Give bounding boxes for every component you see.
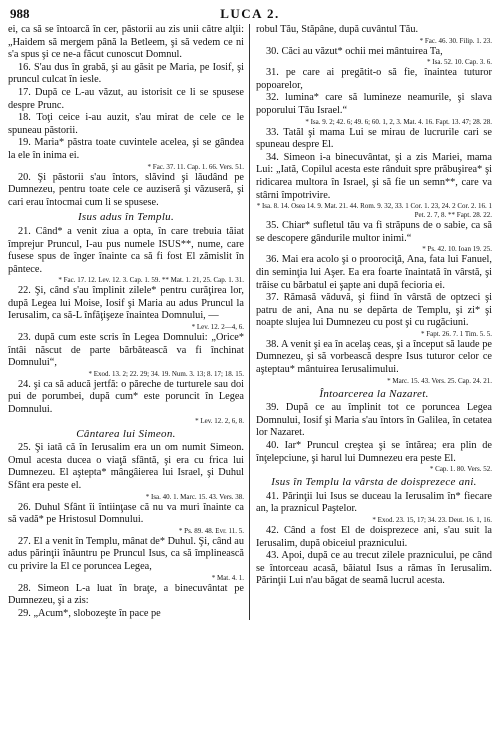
verse-paragraph: 33. Tatăl şi mama Lui se mirau de lucrurile cari se spuneau despre El. [256, 126, 492, 151]
cross-reference: * Lev. 12. 2—4, 6. [191, 323, 244, 332]
section-heading: Isus în Templu la vârsta de doisprezece ani. [271, 476, 477, 489]
cross-reference: * Ps. 42. 10. Ioan 19. 25. [422, 245, 492, 254]
cross-reference: * Ps. 89. 48. Evr. 11. 5. [178, 526, 244, 535]
cross-reference: * Marc. 15. 43. Vers. 25. Cap. 24. 21. [387, 376, 492, 385]
verse-paragraph: 40. Iar* Pruncul creştea şi se întărea; era plin de înţelepciune, şi harul lui Dumnezeu era peste El. [256, 440, 492, 464]
verse-paragraph: 29. „Acum*, slobozeşte în pace pe [18, 607, 161, 619]
verse-paragraph: 36. Mai era acolo şi o proorociţă, Ana, fata lui Fanuel, din seminţia lui Aşer. Ea era foarte înaintată în vârstă, şi trăise cu bărbatul ei şapte ani după fecioria ei. [256, 254, 492, 291]
section-heading: Isus adus în Templu. [77, 211, 175, 224]
verse-paragraph: 27. El a venit în Templu, mânat de* Duhul. Şi, când au adus părinţii înăuntru pe Pruncul Isus, ca să împlinească cu privire la El ce poruncea Legea, [8, 535, 244, 572]
verse-paragraph: 24. şi ca să aducă jertfă: o păreche de turturele sau doi pui de porumbei, după cum* este poruncit în Legea Domnului. [8, 378, 244, 416]
cross-reference: * Exod. 23. 15, 17; 34. 23. Deut. 16. 1, 16. [372, 516, 492, 524]
verse-paragraph: 25. Şi iată că în Ierusalim era un om numit Simeon. Omul acesta ducea o viaţă sfântă, şi era cu frica lui Dumnezeu. El aştepta* mângâierea lui Israel, şi Duhul Sfânt era peste el. [8, 442, 244, 491]
verse-paragraph: 37. Rămasă văduvă, şi fiind în vârstă de optzeci şi patru de ani, Ana nu se depărta de Templu, şi zi* şi noapte slujea lui Dumnezeu cu post şi cu rugăciuni. [256, 292, 492, 329]
verse-paragraph: 32. lumina* care să lumineze neamurile, şi slava poporului Tău Israel.“ [256, 92, 492, 116]
verse-paragraph: ei, ca să se întoarcă în cer, păstorii au zis unii către alţii: „Haidem să mergem până la Betleem, şi să vedem ce ni s'a spus şi ce ne-a făcut cunoscut Domnul. [8, 24, 244, 61]
section-heading: Întoarcerea la Nazaret. [319, 387, 429, 400]
cross-reference: * Lev. 12. 2, 6, 8. [195, 416, 244, 425]
cross-reference: * Isa. 8. 14. Osea 14. 9. Mat. 21. 44. Rom. 9. 32, 33. 1 Cor. 1. 23, 24. 2 Cor. 2. 16. 1 Pet. 2. 7, 8. ** Fapt. 28. 22. [256, 202, 492, 220]
cross-reference: * Fac. 46. 30. Filip. 1. 23. [419, 36, 492, 45]
section-heading: Cântarea lui Simeon. [76, 427, 176, 440]
cross-reference: * Isa. 52. 10. Cap. 3. 6. [427, 58, 492, 67]
verse-paragraph: 34. Simeon i-a binecuvântat, şi a zis Mariei, mama Lui: „Iată, Copilul acesta este rânduit spre prăbuşirea* şi ridicarea multora în Israel, şi să fie un semn**, care va stârni împotrivire. [256, 151, 492, 201]
cross-reference: * Fapt. 26. 7. 1 Tim. 5. 5. [421, 329, 492, 338]
verse-paragraph: 16. S'au dus în grabă, şi au găsit pe Maria, pe Iosif, şi pruncul culcat în iesle. [8, 61, 244, 86]
verse-paragraph: 26. Duhul Sfânt îi întiinţase că nu va muri înainte ca să vadă* pe Hristosul Domnului. [8, 501, 244, 526]
verse-paragraph: 35. Chiar* sufletul tău va fi străpuns de o sabie, ca să se descopere gândurile multor inimi.“ [256, 220, 492, 244]
page-header [8, 6, 492, 22]
running-title: LUCA 2. [220, 6, 280, 21]
verse-paragraph: 21. Când* a venit ziua a opta, în care trebuia tăiat împrejur Pruncul, I-au pus numele ISUS**, nume, care fusese spus de înger înainte ca să fi fost El zămislit în pântece. [8, 225, 244, 275]
verse-paragraph: 38. A venit şi ea în acelaş ceas, şi a început să laude pe Dumnezeu, şi să vorbească despre Isus tuturor celor ce aşteptau* mântuirea Ierusalimului. [256, 338, 492, 376]
text-columns [8, 24, 492, 620]
verse-paragraph: 23. după cum este scris în Legea Domnului: „Orice* întâi născut de parte bărbătească va fi închinat Domnului“, [8, 332, 244, 369]
page-number: 988 [10, 6, 30, 21]
cross-reference: * Cap. 1. 80. Vers. 52. [429, 465, 492, 474]
verse-paragraph: 19. Maria* păstra toate cuvintele acelea, şi se gândea la ele în inima ei. [8, 137, 244, 161]
verse-paragraph: 39. După ce au împlinit tot ce poruncea Legea Domnului, Iosif şi Maria s'au întors în Galilea, în cetatea lor Nazaret. [256, 402, 492, 439]
verse-paragraph: 30. Căci au văzut* ochii mei mântuirea Ta, [266, 45, 443, 57]
verse-paragraph: 28. Simeon L-a luat în braţe, a binecuvântat pe Dumnezeu, şi a zis: [8, 582, 244, 607]
verse-paragraph: 41. Părinţii lui Isus se duceau la Ierusalim în* fiecare an, la praznicul Paştelor. [256, 490, 492, 515]
verse-paragraph: robul Tău, Stăpâne, după cuvântul Tău. [256, 24, 419, 35]
cross-reference: * Fac. 17. 12. Lev. 12. 3. Cap. 1. 59. ** Mat. 1. 21, 25. Cap. 1. 31. [58, 276, 244, 285]
left-column [8, 24, 250, 620]
cross-reference: * Fac. 37. 11. Cap. 1. 66. Vers. 51. [147, 162, 244, 171]
verse-paragraph: 17. După ce L-au văzut, au istorisit ce li se spusese despre Prunc. [8, 86, 244, 111]
verse-paragraph: 18. Toţi ceice i-au auzit, s'au mirat de cele ce le spuneau păstorii. [8, 112, 244, 136]
verse-paragraph: 22. Şi, când s'au împlinit zilele* pentru curăţirea lor, după Legea lui Moise, Iosif şi Maria au adus Pruncul la Ierusalim, ca să-L înfăţişeze înaintea Domnului, — [8, 285, 244, 322]
verse-paragraph: 20. Şi păstorii s'au întors, slăvind şi lăudând pe Dumnezeu, pentru toate cele ce auziseră şi văzuseră, şi cari erau întocmai cum li se spusese. [8, 171, 244, 208]
verse-paragraph: 31. pe care ai pregătit-o să fie, înaintea tuturor popoarelor, [256, 67, 492, 91]
verse-paragraph: 42. Când a fost El de doisprezece ani, s'au suit la Ierusalim, după obiceiul praznicului. [256, 525, 492, 549]
cross-reference: * Isa. 40. 1. Marc. 15. 43. Vers. 38. [145, 492, 244, 501]
cross-reference: * Mat. 4. 1. [211, 573, 244, 582]
cross-reference: * Exod. 13. 2; 22. 29; 34. 19. Num. 3. 13; 8. 17; 18. 15. [88, 369, 244, 378]
right-column [250, 24, 492, 620]
verse-paragraph: 43. Apoi, după ce au trecut zilele praznicului, pe când se întorceau acasă, băiatul Isus a rămas în Ierusalim. Părinţii Lui n'au băgat de seamă lucrul acesta. [256, 550, 492, 587]
cross-reference: * Isa. 9. 2; 42. 6; 49. 6; 60. 1, 2, 3. Mat. 4. 16. Fapt. 13. 47; 28. 28. [305, 117, 492, 126]
